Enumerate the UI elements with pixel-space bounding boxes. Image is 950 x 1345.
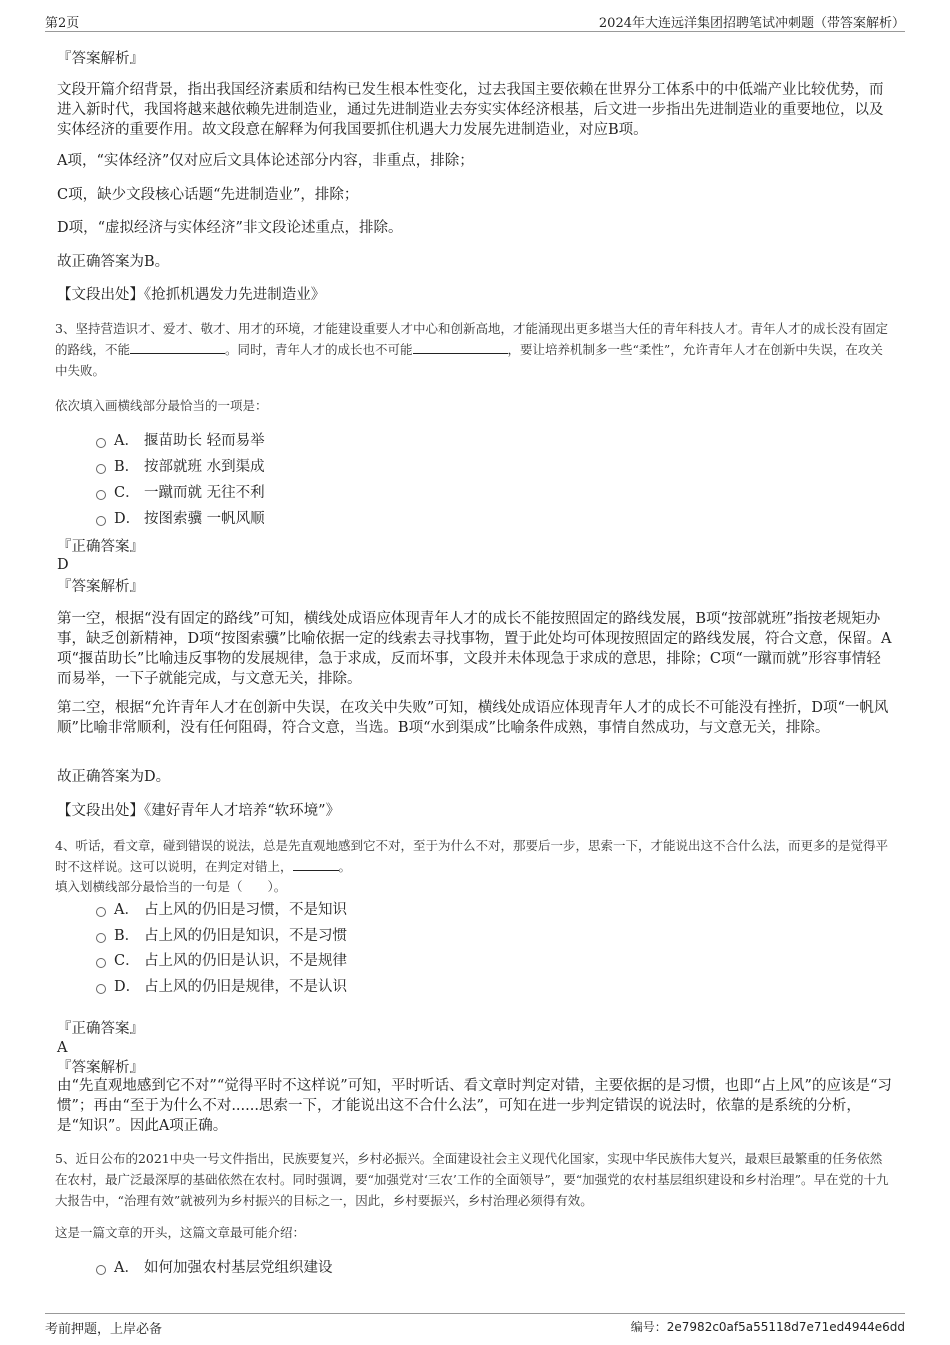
q4-answer-label: 『正确答案』 [57, 1021, 144, 1037]
radio-icon[interactable] [96, 438, 106, 448]
q5-prompt: 这是一篇文章的开头，这篇文章最可能介绍： [55, 1225, 306, 1240]
page-footer [45, 1313, 905, 1335]
q3-answer: D [57, 557, 69, 573]
radio-icon[interactable] [96, 933, 106, 943]
q2-conclusion: 故正确答案为B。 [57, 254, 170, 270]
q2-exclusion-a: A项，“实体经济”仅对应后文具体论述部分内容，非重点，排除； [57, 153, 474, 169]
q4-option-c[interactable]: C． 占上风的仍旧是认识，不是规律 [96, 951, 347, 971]
q3-option-b[interactable]: B． 按部就班 水到渠成 [96, 457, 265, 477]
footer-note: 考前押题，上岸必备 [45, 1322, 163, 1337]
q2-source: 【文段出处】《抢抓机遇发力先进制造业》 [57, 287, 326, 303]
document-title: 2024年大连远洋集团招聘笔试冲刺题（带答案解析） [598, 16, 905, 31]
q3-blank-1[interactable] [130, 342, 225, 354]
q5-option-a[interactable]: A． 如何加强农村基层党组织建设 [96, 1258, 333, 1278]
q4-option-d[interactable]: D． 占上风的仍旧是规律，不是认识 [96, 977, 347, 997]
q3-blank-2[interactable] [413, 342, 508, 354]
q3-prompt: 依次填入画横线部分最恰当的一项是： [55, 398, 268, 413]
radio-icon[interactable] [96, 1265, 106, 1275]
q2-analysis: 文段开篇介绍背景，指出我国经济素质和结构已发生根本性变化，过去我国主要依赖在世界分工体系中的中低端产业比较优势，而进入新时代，我国将越来越依赖先进制造业，通过先进制造业去夯实实体经济根基，后文进一步指出先进制造业的重要地位，以及实体经济的重要作用。故文段意在解释为何我国要抓住机遇大力发展先进制造业，对应B项。 [57, 82, 884, 138]
q4-analysis: 由“先直观地感到它不对”“觉得平时不这样说”可知，平时听话、看文章时判定对错，主要依据的是习惯，也即“占上风”的应该是“习惯”；再由“至于为什么不对......思索一下，才能说出这不合什么法”，可知在进一步判定错误的说法时，依靠的是系统的分析，是“知识”。因此A项正确。 [57, 1078, 892, 1134]
q3-option-a[interactable]: A． 揠苗助长 轻而易举 [96, 431, 265, 451]
q3-answer-label: 『正确答案』 [57, 539, 144, 555]
q4-blank[interactable] [293, 859, 339, 871]
radio-icon[interactable] [96, 464, 106, 474]
q4-option-a[interactable]: A． 占上风的仍旧是习惯，不是知识 [96, 900, 347, 920]
q4-option-b[interactable]: B． 占上风的仍旧是知识，不是习惯 [96, 926, 347, 946]
radio-icon[interactable] [96, 984, 106, 994]
radio-icon[interactable] [96, 516, 106, 526]
q3-stem: 3、坚持营造识才、爱才、敬才、用才的环境，才能建设重要人才中心和创新高地，才能涌现出更多堪当大任的青年科技人才。青年人才的成长没有固定的路线，不能 。同时，青年人才的成长也不可能 ，要让培养机制多一些“柔性”，允许青年人才在创新中失误，在攻关中失败。 [55, 321, 888, 378]
page-header [45, 10, 905, 32]
q4-analysis-label: 『答案解析』 [57, 1060, 144, 1076]
footer-code: 编号：2e7982c0af5a55118d7e71ed4944e6dd [630, 1320, 905, 1334]
q4-answer: A [57, 1040, 68, 1056]
q2-exclusion-d: D项，“虚拟经济与实体经济”非文段论述重点，排除。 [57, 220, 403, 236]
q3-analysis-label: 『答案解析』 [57, 579, 144, 595]
radio-icon[interactable] [96, 958, 106, 968]
q3-option-d[interactable]: D． 按图索骥 一帆风顺 [96, 509, 265, 529]
q3-source: 【文段出处】《建好青年人才培养“软环境”》 [57, 803, 341, 819]
q3-analysis-1: 第一空，根据“没有固定的路线”可知，横线处成语应体现青年人才的成长不能按照固定的路线发展，B项“按部就班”指按老规矩办事，缺乏创新精神，D项“按图索骥”比喻依据一定的线索去寻找事物，置于此处均可体现按照固定的路线发展，符合文意，保留。A项“揠苗助长”比喻违反事物的发展规律，急于求成，反而坏事，文段并未体现急于求成的意思，排除；C项“一蹴而就”形容事情轻而易举，一下子就能完成，与文意无关，排除。 [57, 611, 892, 687]
radio-icon[interactable] [96, 490, 106, 500]
page-number: 第2页 [45, 16, 80, 31]
radio-icon[interactable] [96, 907, 106, 917]
q3-option-c[interactable]: C． 一蹴而就 无往不利 [96, 483, 265, 503]
q2-analysis-label: 『答案解析』 [57, 51, 144, 67]
q5-stem: 5、近日公布的2021中央一号文件指出，民族要复兴，乡村必振兴。全面建设社会主义现代化国家，实现中华民族伟大复兴，最艰巨最繁重的任务依然在农村，最广泛最深厚的基础依然在农村。同时强调，要“加强党对‘三农’工作的全面领导”，要“加强党的农村基层组织建设和乡村治理”。早在党的十九大报告中，“治理有效”就被列为乡村振兴的目标之一，因此，乡村要振兴，乡村治理必须得有效。 [55, 1151, 889, 1208]
q4-prompt: 填入划横线部分最恰当的一句是（ ）。 [55, 879, 287, 894]
q3-conclusion: 故正确答案为D。 [57, 769, 171, 785]
q2-exclusion-c: C项，缺少文段核心话题“先进制造业”，排除； [57, 187, 359, 203]
q3-analysis-2: 第二空，根据“允许青年人才在创新中失误，在攻关中失败”可知，横线处成语应体现青年人才的成长不可能没有挫折，D项“一帆风顺”比喻非常顺利，没有任何阻碍，符合文意，当选。B项“水到渠成”比喻条件成熟，事情自然成功，与文意无关，排除。 [57, 700, 889, 736]
q4-stem: 4、听话，看文章，碰到错误的说法，总是先直观地感到它不对，至于为什么不对，那要后一步，思索一下，才能说出这不合什么法，而更多的是觉得平时不这样说。这可以说明，在判定对错上， 。 [55, 838, 888, 874]
